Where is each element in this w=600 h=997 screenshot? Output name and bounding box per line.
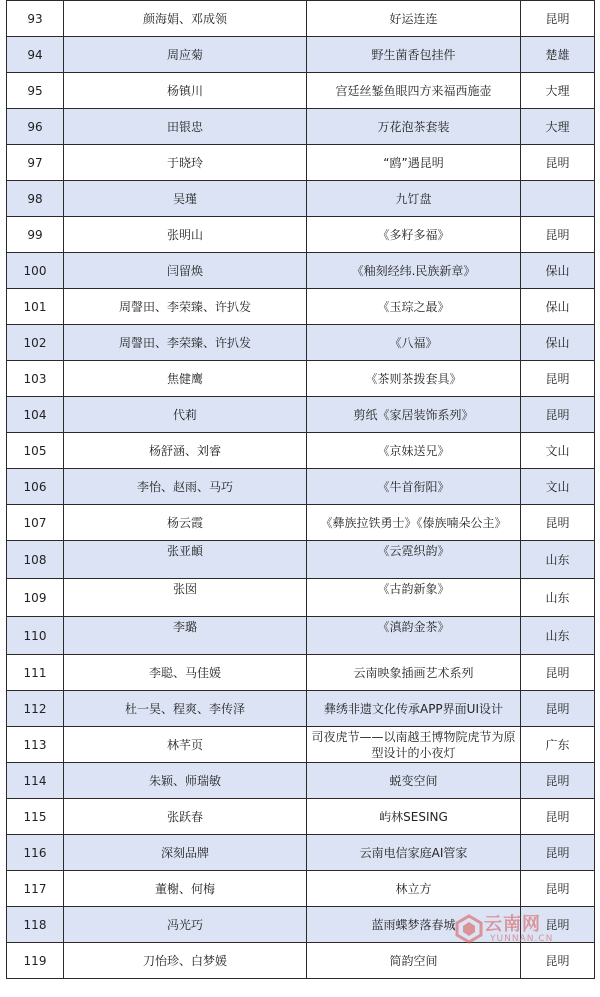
- author-cell: 周謦田、李荣臻、许扒发: [64, 289, 307, 325]
- award-list-table: [6, 0, 595, 979]
- author-cell: 杨镇川: [64, 73, 307, 109]
- author-cell: 朱颖、师瑞敏: [64, 763, 307, 799]
- work-title-cell: 《滇韵金茶》: [307, 617, 521, 655]
- table-row: [7, 655, 595, 691]
- row-number-cell: 104: [7, 397, 64, 433]
- work-title-cell: 九饤盘: [307, 181, 521, 217]
- city-cell: 昆明: [521, 835, 595, 871]
- author-cell: 冯光巧: [64, 907, 307, 943]
- work-title-cell: 云南电信家庭AI管家: [307, 835, 521, 871]
- work-title-cell: 《云霓织韵》: [307, 541, 521, 579]
- author-cell: 李璐: [64, 617, 307, 655]
- author-cell: 李聪、马佳媛: [64, 655, 307, 691]
- watermark-subtext: YUNNAN.CN: [490, 934, 554, 944]
- row-number-cell: 114: [7, 763, 64, 799]
- city-cell: 昆明: [521, 763, 595, 799]
- work-title-cell: 宫廷丝錾鱼眼四方来福西施壶: [307, 73, 521, 109]
- work-title-cell: 蓝雨蝶梦落春城: [307, 907, 521, 943]
- row-number-cell: 98: [7, 181, 64, 217]
- author-cell: 周謦田、李荣臻、许扒发: [64, 325, 307, 361]
- table-row: [7, 505, 595, 541]
- work-title-cell: 林立方: [307, 871, 521, 907]
- table-row: [7, 763, 595, 799]
- table-row: [7, 145, 595, 181]
- table-row: [7, 541, 595, 579]
- table-row: [7, 907, 595, 943]
- author-cell: 董榭、何梅: [64, 871, 307, 907]
- city-cell: 昆明: [521, 1, 595, 37]
- author-cell: 吴瑾: [64, 181, 307, 217]
- table-row: [7, 73, 595, 109]
- table-row: [7, 181, 595, 217]
- work-title-cell: 《茶则茶拨套具》: [307, 361, 521, 397]
- city-cell: 保山: [521, 253, 595, 289]
- author-cell: 张明山: [64, 217, 307, 253]
- row-number-cell: 95: [7, 73, 64, 109]
- table-row: [7, 433, 595, 469]
- table-row: [7, 871, 595, 907]
- author-cell: 张囡: [64, 579, 307, 617]
- row-number-cell: 109: [7, 579, 64, 617]
- city-cell: 广东: [521, 727, 595, 763]
- work-title-cell: 《釉刻经纬.民族新章》: [307, 253, 521, 289]
- table-row: [7, 397, 595, 433]
- table-row: [7, 579, 595, 617]
- table-row: [7, 109, 595, 145]
- city-cell: 保山: [521, 289, 595, 325]
- author-cell: 杨舒涵、刘睿: [64, 433, 307, 469]
- city-cell: 山东: [521, 579, 595, 617]
- row-number-cell: 116: [7, 835, 64, 871]
- author-cell: 代莉: [64, 397, 307, 433]
- city-cell: [521, 181, 595, 217]
- author-cell: 焦健鹰: [64, 361, 307, 397]
- work-title-cell: 剪纸《家居装饰系列》: [307, 397, 521, 433]
- city-cell: 昆明: [521, 217, 595, 253]
- row-number-cell: 115: [7, 799, 64, 835]
- work-title-cell: 彝绣非遗文化传承APP界面UI设计: [307, 691, 521, 727]
- work-title-cell: 简韵空间: [307, 943, 521, 979]
- table-body: [7, 1, 595, 979]
- author-cell: 于晓玲: [64, 145, 307, 181]
- city-cell: 昆明: [521, 871, 595, 907]
- row-number-cell: 101: [7, 289, 64, 325]
- row-number-cell: 112: [7, 691, 64, 727]
- row-number-cell: 107: [7, 505, 64, 541]
- work-title-cell: 司夜虎节——以南越王博物院虎节为原型设计的小夜灯: [307, 727, 521, 763]
- author-cell: 颜海娟、邓成领: [64, 1, 307, 37]
- work-title-cell: 《八福》: [307, 325, 521, 361]
- author-cell: 深刻品牌: [64, 835, 307, 871]
- table-row: [7, 691, 595, 727]
- row-number-cell: 96: [7, 109, 64, 145]
- table-row: [7, 1, 595, 37]
- work-title-cell: “鸥”遇昆明: [307, 145, 521, 181]
- city-cell: 文山: [521, 469, 595, 505]
- work-title-cell: 《多籽多福》: [307, 217, 521, 253]
- work-title-cell: 屿林SESING: [307, 799, 521, 835]
- table-row: [7, 361, 595, 397]
- table-row: [7, 727, 595, 763]
- city-cell: 大理: [521, 109, 595, 145]
- city-cell: 昆明: [521, 505, 595, 541]
- row-number-cell: 105: [7, 433, 64, 469]
- row-number-cell: 108: [7, 541, 64, 579]
- city-cell: 保山: [521, 325, 595, 361]
- city-cell: 昆明: [521, 691, 595, 727]
- city-cell: 昆明: [521, 943, 595, 979]
- work-title-cell: 野生菌香包挂件: [307, 37, 521, 73]
- watermark-text: 云南网: [484, 914, 541, 935]
- table-row: [7, 617, 595, 655]
- city-cell: 昆明: [521, 145, 595, 181]
- row-number-cell: 99: [7, 217, 64, 253]
- city-cell: 昆明: [521, 655, 595, 691]
- table-row: [7, 289, 595, 325]
- table-row: [7, 799, 595, 835]
- city-cell: 昆明: [521, 397, 595, 433]
- work-title-cell: 《玉琮之最》: [307, 289, 521, 325]
- work-title-cell: 《彝族拉铁勇士》《傣族喃朵公主》: [307, 505, 521, 541]
- author-cell: 李怡、赵雨、马巧: [64, 469, 307, 505]
- row-number-cell: 111: [7, 655, 64, 691]
- row-number-cell: 97: [7, 145, 64, 181]
- work-title-cell: 蜕变空间: [307, 763, 521, 799]
- author-cell: 林芊页: [64, 727, 307, 763]
- row-number-cell: 119: [7, 943, 64, 979]
- work-title-cell: 《古韵新象》: [307, 579, 521, 617]
- author-cell: 杜一昊、程爽、李传泽: [64, 691, 307, 727]
- row-number-cell: 93: [7, 1, 64, 37]
- row-number-cell: 100: [7, 253, 64, 289]
- city-cell: 楚雄: [521, 37, 595, 73]
- city-cell: 山东: [521, 541, 595, 579]
- row-number-cell: 118: [7, 907, 64, 943]
- city-cell: 昆明: [521, 907, 595, 943]
- city-cell: 山东: [521, 617, 595, 655]
- row-number-cell: 117: [7, 871, 64, 907]
- city-cell: 昆明: [521, 799, 595, 835]
- row-number-cell: 94: [7, 37, 64, 73]
- work-title-cell: 万花泡茶套装: [307, 109, 521, 145]
- row-number-cell: 103: [7, 361, 64, 397]
- city-cell: 文山: [521, 433, 595, 469]
- row-number-cell: 102: [7, 325, 64, 361]
- author-cell: 张跃春: [64, 799, 307, 835]
- author-cell: 刀怡珍、白梦媛: [64, 943, 307, 979]
- work-title-cell: 《京妹送兄》: [307, 433, 521, 469]
- table-row: [7, 469, 595, 505]
- author-cell: 杨云霞: [64, 505, 307, 541]
- table-row: [7, 325, 595, 361]
- city-cell: 大理: [521, 73, 595, 109]
- author-cell: 张亚頔: [64, 541, 307, 579]
- table-row: [7, 253, 595, 289]
- author-cell: 闫留焕: [64, 253, 307, 289]
- row-number-cell: 113: [7, 727, 64, 763]
- row-number-cell: 110: [7, 617, 64, 655]
- work-title-cell: 《牛首衔阳》: [307, 469, 521, 505]
- row-number-cell: 106: [7, 469, 64, 505]
- author-cell: 周应菊: [64, 37, 307, 73]
- author-cell: 田银忠: [64, 109, 307, 145]
- table-row: [7, 943, 595, 979]
- table-row: [7, 37, 595, 73]
- work-title-cell: 好运连连: [307, 1, 521, 37]
- work-title-cell: 云南映象插画艺术系列: [307, 655, 521, 691]
- city-cell: 昆明: [521, 361, 595, 397]
- table-row: [7, 217, 595, 253]
- table-row: [7, 835, 595, 871]
